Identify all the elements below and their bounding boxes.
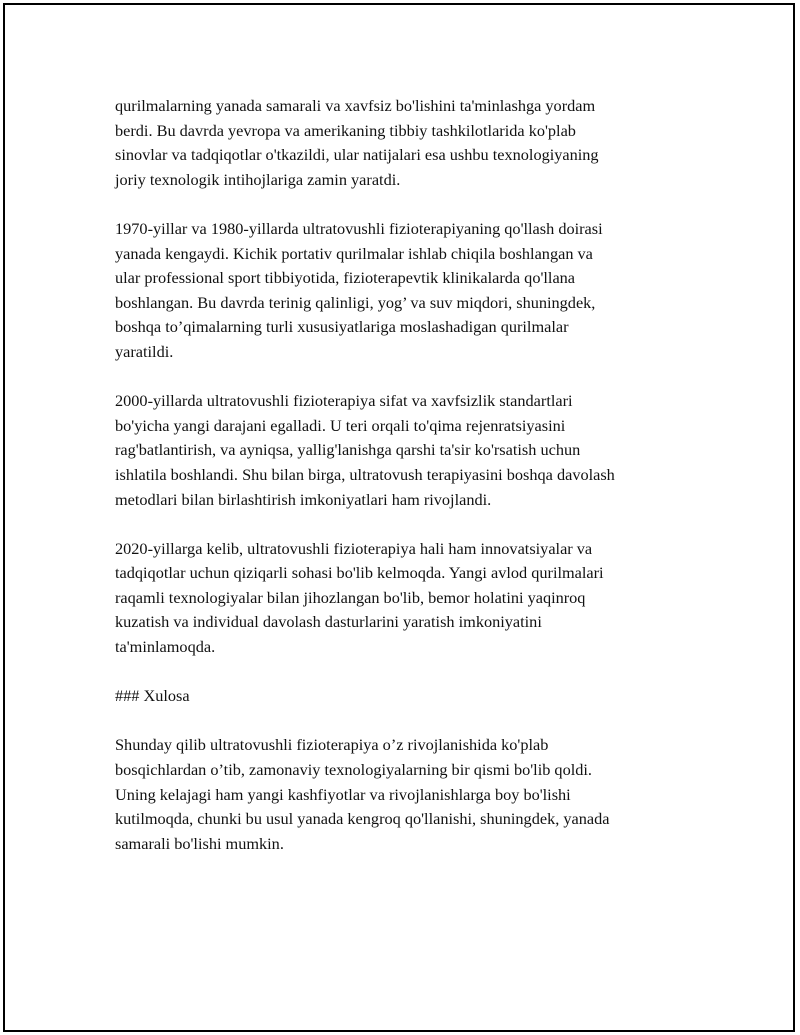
text-line: samarali bo'lishi mumkin.	[115, 833, 284, 853]
text-line: ta'minlamoqda.	[115, 637, 216, 657]
text-line: kuzatish va individual davolash dasturlarini yaratish imkoniyatini	[115, 612, 542, 632]
paragraph-conclusion	[115, 733, 685, 856]
text-line: tadqiqotlar uchun qiziqarli sohasi bo'lib kelmoqda. Yangi avlod qurilmalari	[115, 563, 604, 583]
text-line: qurilmalarning yanada samarali va xavfsiz bo'lishini ta'minlashga yordam	[115, 96, 596, 115]
text-line: raqamli texnologiyalar bilan jihozlangan bo'lib, bemor holatini yaqinroq	[115, 587, 586, 607]
text-line: yanada kengaydi. Kichik portativ qurilmalar ishlab chiqila boshlangan va	[115, 243, 593, 263]
paragraph-history-continuation	[115, 94, 685, 192]
document-body	[115, 94, 685, 881]
paragraph-2020s	[115, 537, 685, 660]
text-line: bosqichlardan o’tib, zamonaviy texnologiyalarning bir qismi bo'lib qoldi.	[115, 760, 592, 780]
text-line: kutilmoqda, chunki bu usul yanada kengroq qo'llanishi, shuningdek, yanada	[115, 809, 610, 829]
text-line: Shunday qilib ultratovushli fizioterapiya o’z rivojlanishida ko'plab	[115, 735, 549, 755]
text-line: ishlatila boshlandi. Shu bilan birga, ultratovush terapiyasini boshqa davolash	[115, 464, 615, 484]
text-line: yaratildi.	[115, 341, 174, 361]
text-line: 2020-yillarga kelib, ultratovushli fizioterapiya hali ham innovatsiyalar va	[115, 538, 593, 558]
text-line: Uning kelajagi ham yangi kashfiyotlar va rivojlanishlarga boy bo'lishi	[115, 784, 571, 804]
paragraph-2000s	[115, 389, 685, 512]
text-line: boshqa to’qimalarning turli xususiyatlariga moslashadigan qurilmalar	[115, 317, 569, 337]
text-line: metodlari bilan birlashtirish imkoniyatlari ham rivojlandi.	[115, 489, 492, 509]
text-line: 2000-yillarda ultratovushli fizioterapiya sifat va xavfsizlik standartlari	[115, 391, 573, 411]
paragraph-1970s-1980s	[115, 217, 685, 365]
text-line: rag'batlantirish, va ayniqsa, yallig'lanishga qarshi ta'sir ko'rsatish uchun	[115, 440, 581, 460]
text-line: joriy texnologik intihojlariga zamin yaratdi.	[115, 169, 401, 189]
text-line: boshlangan. Bu davrda terinig qalinligi, yog’ va suv miqdori, shuningdek,	[115, 292, 596, 312]
heading-text: ### Xulosa	[115, 686, 190, 706]
section-heading-conclusion	[115, 684, 685, 709]
text-line: sinovlar va tadqiqotlar o'tkazildi, ular natijalari esa ushbu texnologiyaning	[115, 145, 599, 165]
text-line: 1970-yillar va 1980-yillarda ultratovushli fizioterapiyaning qo'llash doirasi	[115, 218, 603, 238]
text-line: bo'yicha yangi darajani egalladi. U teri orqali to'qima rejenratsiyasini	[115, 415, 566, 435]
text-line: ular professional sport tibbiyotida, fizioterapevtik klinikalarda qo'llana	[115, 268, 576, 288]
text-line: berdi. Bu davrda yevropa va amerikaning tibbiy tashkilotlarida ko'plab	[115, 120, 576, 140]
